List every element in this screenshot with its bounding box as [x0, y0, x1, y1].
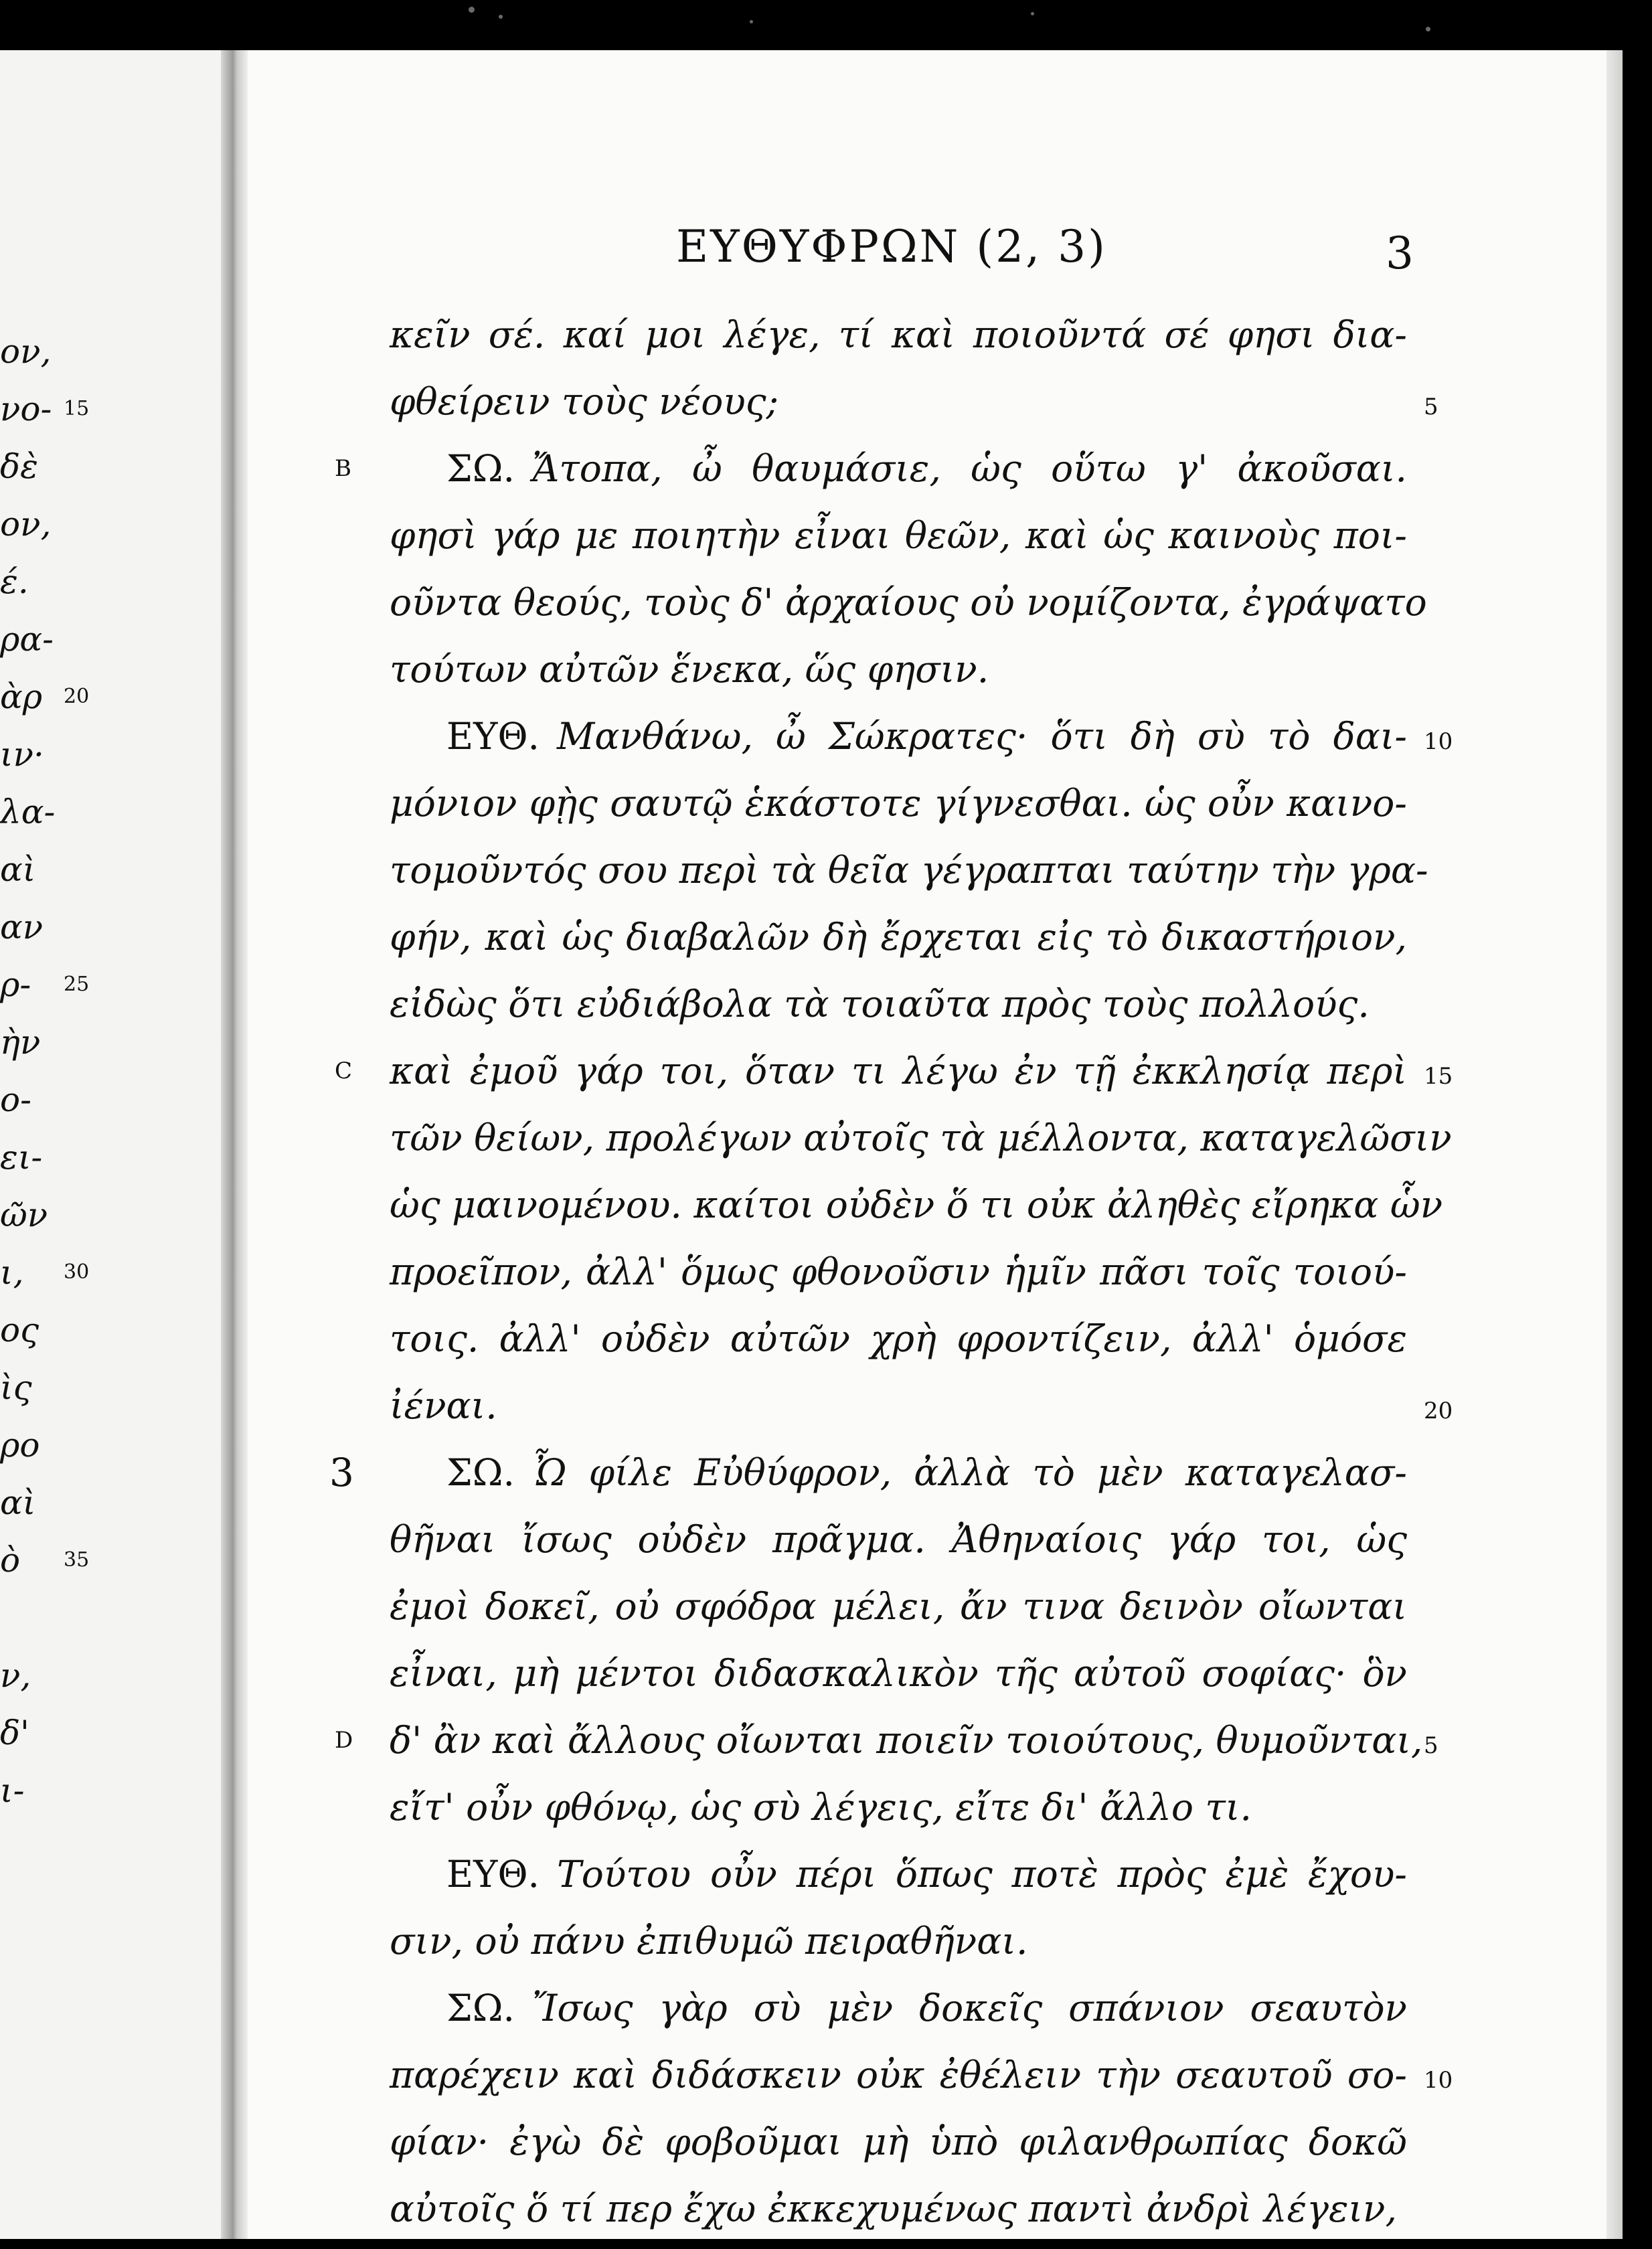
left-page-line-number: 20: [64, 685, 90, 708]
line-text: οῦντα θεούς, τοὺς δ' ἀρχαίους οὐ νομίζοντα, ἐγράψατο: [390, 581, 1427, 624]
text-line: [335, 1037, 1453, 1104]
left-page-line-number: 35: [64, 1548, 90, 1572]
left-page-fragment: έ.: [0, 562, 29, 601]
left-page-fragment: αὶ: [0, 850, 36, 889]
line-text: θῆναι ἴσως οὐδὲν πρᾶγμα. Ἀθηναίοις γάρ τοι, ὡς: [390, 1518, 1407, 1561]
left-page-fragment: ρο: [0, 1426, 40, 1465]
line-count-number: 5: [1424, 1732, 1438, 1759]
page-number: 3: [1386, 228, 1414, 279]
line-text: φίαν· ἐγὼ δὲ φοβοῦμαι μὴ ὑπὸ φιλανθρωπίας δοκῶ: [390, 2120, 1407, 2163]
text-line: [335, 1707, 1438, 1774]
line-count-number: 10: [1424, 728, 1453, 755]
text-line: [390, 1774, 1407, 1841]
left-page-fragment: αὶ: [0, 1483, 36, 1522]
book-gutter: [221, 50, 248, 2239]
left-page-fragment: ὸ: [0, 1541, 21, 1580]
speaker-label: ΕΥΘ.: [446, 1853, 540, 1896]
line-text: τῶν θείων, προλέγων αὐτοῖς τὰ μέλλοντα, καταγελῶσιν: [390, 1116, 1452, 1159]
line-count-number: 15: [1424, 1063, 1453, 1090]
line-text: ἐμοὶ δοκεῖ, οὐ σφόδρα μέλει, ἄν τινα δεινὸν οἴωνται: [390, 1585, 1407, 1628]
text-line: [390, 1908, 1407, 1975]
left-page-fragment: αν: [0, 908, 44, 946]
line-text: εἴτ' οὖν φθόνῳ, ὡς σὺ λέγεις, εἴτε δι' ἄλλο τι.: [390, 1786, 1252, 1829]
page-edge-shadow: [1606, 50, 1623, 2239]
line-text: φθείρειν τοὺς νέους;: [390, 380, 779, 423]
line-text: Ἄτοπα, ὦ θαυμάσιε, ὡς οὕτω γ' ἀκοῦσαι.: [531, 447, 1407, 490]
text-line: [390, 2175, 1407, 2242]
line-text: φήν, καὶ ὡς διαβαλῶν δὴ ἔρχεται εἰς τὸ δικαστήριον,: [390, 916, 1407, 959]
text-line: [390, 502, 1407, 569]
left-page-fragment: ον,: [0, 505, 52, 544]
stephanus-page-marker: 3: [329, 1450, 354, 1495]
text-line: [390, 703, 1453, 770]
text-line: [390, 1975, 1407, 2042]
text-line: [390, 636, 1407, 703]
speaker-label: ΣΩ.: [446, 447, 515, 490]
left-page-fragment: ρα-: [0, 620, 54, 659]
left-page-fragment: ὰρ: [0, 677, 43, 716]
stephanus-section-marker: D: [335, 1727, 354, 1754]
left-page-fragment: ὴν: [0, 1023, 41, 1062]
text-line: [390, 1640, 1407, 1707]
left-page-line-number: 25: [64, 973, 90, 996]
line-text: σιν, οὐ πάνυ ἐπιθυμῶ πειραθῆναι.: [390, 1920, 1028, 1963]
left-page-fragment: ι,: [0, 1253, 24, 1292]
running-head: ΕΥΘΥΦΡΩΝ (2, 3): [676, 221, 1107, 272]
line-text: παρέχειν καὶ διδάσκειν οὐκ ἐθέλειν τὴν σεαυτοῦ σο-: [390, 2054, 1407, 2096]
scan-speck: [1426, 27, 1430, 31]
left-page-line-number: 30: [64, 1260, 90, 1284]
text-line: [390, 1506, 1407, 1573]
text-line: [390, 770, 1407, 837]
left-page-fragment: ρ-: [0, 965, 31, 1004]
stephanus-section-marker: B: [335, 455, 352, 482]
line-text: δ' ἂν καὶ ἄλλους οἴωνται ποιεῖν τοιούτους, θυμοῦνται,: [390, 1719, 1423, 1762]
text-line: [390, 1104, 1452, 1171]
text-line: [329, 1439, 1407, 1506]
line-text: Μανθάνω, ὦ Σώκρατες· ὅτι δὴ σὺ τὸ δαι-: [557, 715, 1407, 758]
text-line: [390, 2108, 1407, 2175]
line-text: κεῖν σέ. καί μοι λέγε, τί καὶ ποιοῦντά σέ φησι δια-: [390, 313, 1407, 356]
left-page-fragment: ο-: [0, 1080, 31, 1119]
text-line: [390, 368, 1438, 435]
scan-speck: [1031, 12, 1034, 15]
left-page-fragment: ον,: [0, 332, 52, 371]
line-count-number: 5: [1424, 394, 1438, 420]
greek-text-block: [329, 301, 1453, 2242]
line-count-number: 20: [1424, 1398, 1453, 1424]
line-text: καὶ ἐμοῦ γάρ τοι, ὅταν τι λέγω ἐν τῇ ἐκκλησίᾳ περὶ: [390, 1050, 1407, 1092]
scan-speck: [750, 20, 753, 23]
left-page-fragment: ιν·: [0, 735, 44, 774]
line-text: εἶναι, μὴ μέντοι διδασκαλικὸν τῆς αὐτοῦ σοφίας· ὃν: [390, 1652, 1407, 1695]
text-line: [390, 904, 1407, 971]
left-page-fragment: ν,: [0, 1656, 31, 1695]
text-line: [390, 1372, 1453, 1439]
speaker-label: ΣΩ.: [446, 1451, 515, 1494]
text-line: [390, 1171, 1443, 1238]
line-text: Τούτου οὖν πέρι ὅπως ποτὲ πρὸς ἐμὲ ἔχου-: [557, 1853, 1407, 1896]
line-text: ἰέναι.: [390, 1384, 497, 1427]
text-line: [390, 2042, 1453, 2108]
text-line: [390, 1573, 1407, 1640]
line-count-number: 10: [1424, 2067, 1453, 2094]
left-page-fragment: δὲ: [0, 447, 38, 486]
text-line: [390, 569, 1427, 636]
text-line: [390, 1841, 1407, 1908]
text-line: [390, 971, 1407, 1037]
line-text: Ὦ φίλε Εὐθύφρον, ἀλλὰ τὸ μὲν καταγελασ-: [531, 1451, 1407, 1494]
text-line: [390, 1305, 1407, 1372]
text-line: [390, 301, 1407, 368]
left-page-fragment: ὶς: [0, 1368, 32, 1407]
speaker-label: ΣΩ.: [446, 1987, 515, 2029]
left-page-fragment: ει-: [0, 1138, 43, 1177]
text-line: [390, 837, 1428, 904]
left-page-fragment: λα-: [0, 793, 56, 831]
left-page-fragment: νο-: [0, 390, 52, 428]
scan-speck: [469, 7, 475, 13]
line-text: τομοῦντός σου περὶ τὰ θεῖα γέγραπται ταύτην τὴν γρα-: [390, 849, 1428, 892]
left-page-line-number: 15: [64, 397, 90, 420]
left-page-fragment: ῶν: [0, 1195, 48, 1234]
line-text: τοις. ἀλλ' οὐδὲν αὐτῶν χρὴ φροντίζειν, ἀλλ' ὁμόσε: [390, 1317, 1407, 1360]
line-text: μόνιον φῂς σαυτῷ ἑκάστοτε γίγνεσθαι. ὡς οὖν καινο-: [390, 782, 1407, 825]
text-line: [335, 435, 1407, 502]
line-text: αὐτοῖς ὅ τί περ ἔχω ἐκκεχυμένως παντὶ ἀνδρὶ λέγειν,: [390, 2187, 1397, 2230]
line-text: ὡς μαινομένου. καίτοι οὐδὲν ὅ τι οὐκ ἀληθὲς εἴρηκα ὧν: [390, 1183, 1443, 1226]
stephanus-section-marker: C: [335, 1058, 353, 1084]
line-text: προεῖπον, ἀλλ' ὅμως φθονοῦσιν ἡμῖν πᾶσι τοῖς τοιού-: [390, 1250, 1407, 1293]
left-page-fragment: ος: [0, 1311, 39, 1349]
line-text: τούτων αὐτῶν ἕνεκα, ὥς φησιν.: [390, 648, 989, 691]
line-text: φησὶ γάρ με ποιητὴν εἶναι θεῶν, καὶ ὡς καινοὺς ποι-: [390, 514, 1407, 557]
scan-speck: [499, 15, 503, 19]
speaker-label: ΕΥΘ.: [446, 715, 540, 758]
line-text: Ἴσως γὰρ σὺ μὲν δοκεῖς σπάνιον σεαυτὸν: [531, 1987, 1407, 2029]
left-facing-page: [0, 50, 231, 2239]
text-line: [390, 1238, 1407, 1305]
left-page-fragment: ι-: [0, 1771, 25, 1810]
left-page-fragment: δ': [0, 1714, 29, 1752]
line-text: εἰδὼς ὅτι εὐδιάβολα τὰ τοιαῦτα πρὸς τοὺς πολλούς.: [390, 983, 1370, 1025]
